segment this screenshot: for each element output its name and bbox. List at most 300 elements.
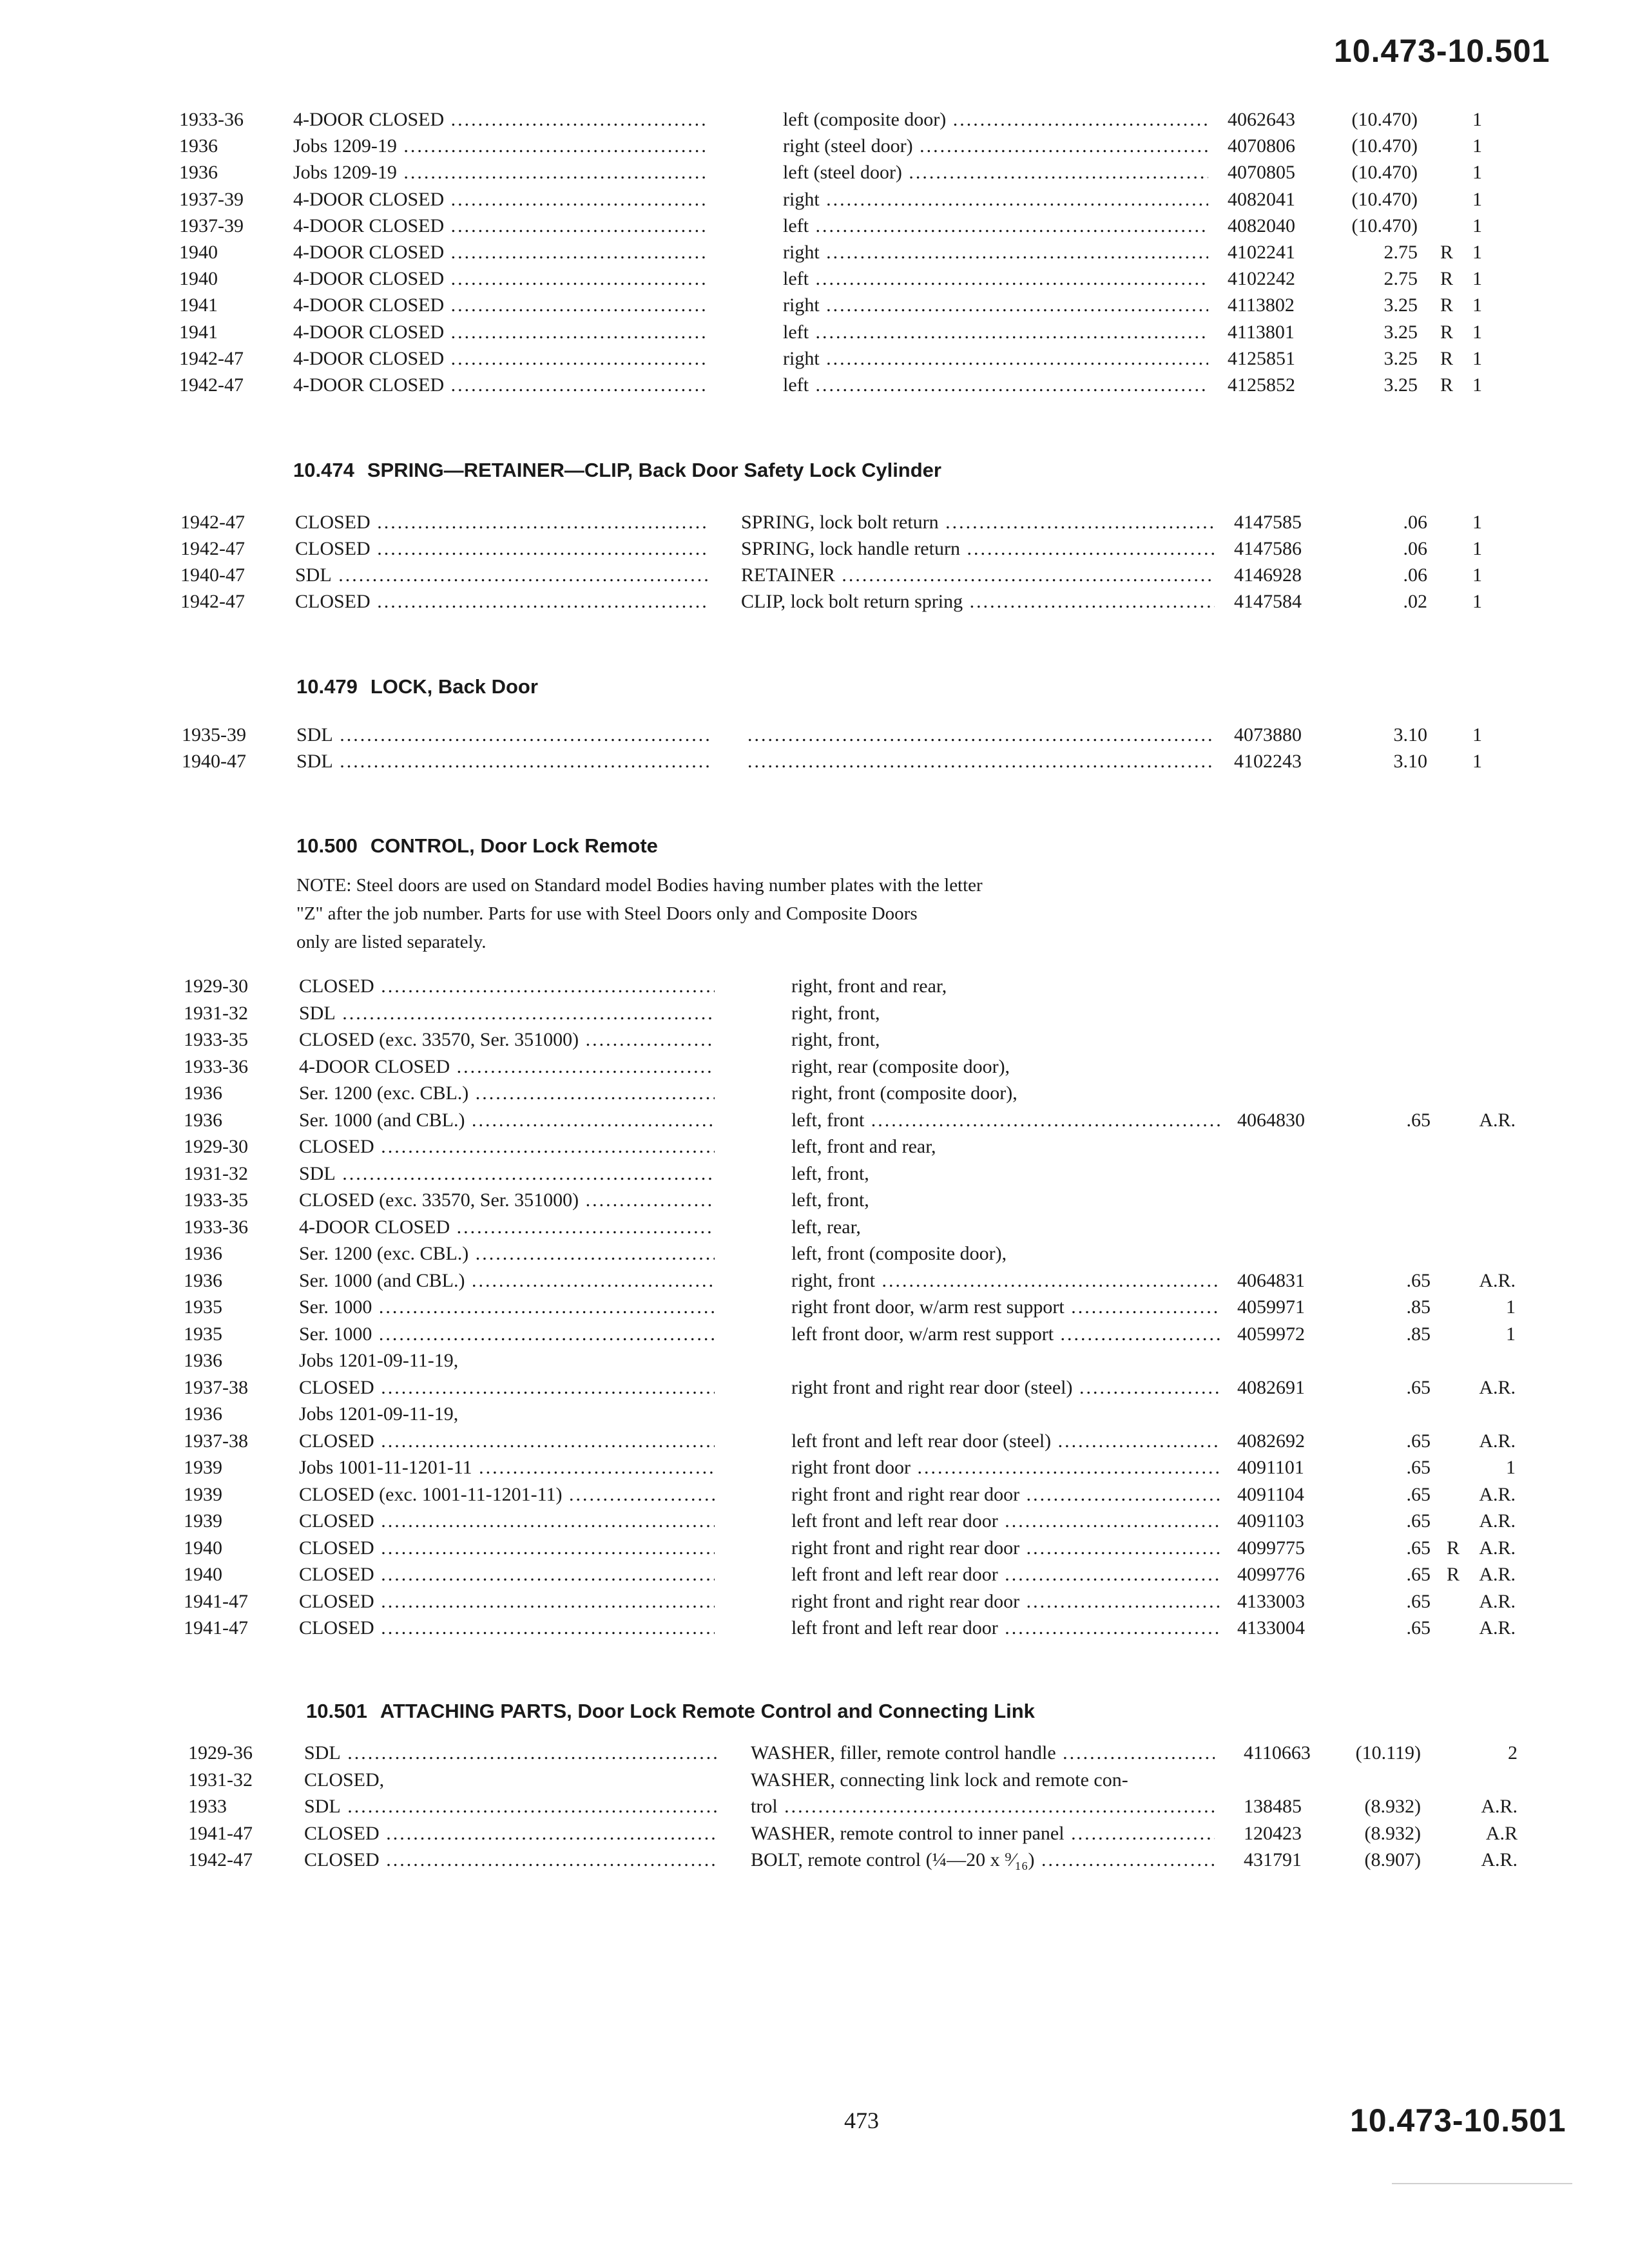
year-cell: 1940 [184, 1564, 222, 1585]
table-row [0, 1767, 1629, 1794]
year-cell: 1941 [179, 321, 218, 343]
description-cell: right (steel door) ..... [783, 133, 1208, 160]
year-cell: 1940 [184, 1537, 222, 1559]
description-cell: right front and right rear door ..... [791, 1535, 1220, 1562]
part-number-cell: 4113802 [1228, 294, 1295, 316]
description-cell: right front and right rear door ..... [791, 1481, 1220, 1508]
price-cell: (10.119) [1355, 1742, 1421, 1763]
part-number-cell: 120423 [1244, 1822, 1302, 1844]
quantity-cell: 1 [1472, 215, 1482, 236]
description-cell: SPRING, lock bolt return ..... [741, 509, 1215, 536]
part-number-cell: 4125851 [1228, 347, 1295, 369]
description-cell: left, front ..... [791, 1107, 1220, 1134]
quantity-cell: 1 [1472, 347, 1482, 369]
body-type-cell: Ser. 1000 ..... [299, 1294, 715, 1321]
body-type-cell: CLOSED (exc. 33570, Ser. 351000) ..... [299, 1187, 715, 1214]
year-cell: 1942-47 [180, 512, 245, 533]
table-row [0, 1615, 1629, 1642]
steel-door-note: NOTE: Steel doors are used on Standard model Bodies having number plates with the letter "Z" after the job number. Parts for use with Steel Doors only and Composite Doors only are listed separately. [296, 875, 983, 952]
year-cell: 1940-47 [180, 564, 245, 586]
year-cell: 1941 [179, 294, 218, 316]
body-type-cell: SDL ..... [296, 748, 709, 775]
year-cell: 1936 [184, 1082, 222, 1104]
body-type-cell: Ser. 1000 (and CBL.) ..... [299, 1267, 715, 1294]
part-number-cell: 4091101 [1237, 1457, 1304, 1478]
quantity-cell: A.R. [1479, 1109, 1516, 1131]
description-cell: right front door, w/arm rest support ..... [791, 1294, 1220, 1321]
body-type-cell: CLOSED ..... [299, 1508, 715, 1535]
table-row [0, 1588, 1629, 1615]
description-cell: WASHER, connecting link lock and remote con- [751, 1769, 1128, 1791]
table-row [0, 1160, 1629, 1187]
body-type-cell: CLOSED ..... [295, 535, 708, 562]
price-cell: 3.25 [1383, 321, 1418, 343]
year-cell: 1936 [184, 1243, 222, 1264]
description-cell: right, rear (composite door), [791, 1055, 1010, 1077]
price-cell: 3.25 [1383, 294, 1418, 316]
price-cell: (10.470) [1351, 215, 1418, 236]
body-type-cell: SDL ..... [295, 562, 708, 589]
quantity-cell: 1 [1472, 294, 1482, 316]
year-cell: 1937-38 [184, 1430, 248, 1452]
year-cell: 1939 [184, 1483, 222, 1505]
body-type-cell: 4-DOOR CLOSED ..... [293, 239, 706, 266]
year-cell: 1935 [184, 1323, 222, 1345]
section-heading: ATTACHING PARTS, Door Lock Remote Control and Connecting Link [380, 1700, 1035, 1722]
section-title-10474 [293, 459, 941, 482]
part-number-cell: 4059971 [1237, 1296, 1305, 1318]
section-number: 10.501 [306, 1700, 367, 1722]
description-cell: right, front (composite door), [791, 1082, 1017, 1104]
description-cell: right, front ..... [791, 1267, 1220, 1294]
year-cell: 1933-35 [184, 1189, 248, 1211]
description-cell: right, front, [791, 1002, 880, 1024]
description-cell: left ..... [783, 213, 1208, 240]
table-row [0, 1847, 1629, 1874]
revision-flag-cell: R [1447, 1537, 1460, 1559]
year-cell: 1942-47 [180, 538, 245, 559]
revision-flag-cell: R [1440, 294, 1454, 316]
price-cell: .65 [1406, 1537, 1431, 1559]
quantity-cell: A.R. [1481, 1796, 1518, 1817]
description-cell: right ..... [783, 186, 1208, 213]
year-cell: 1941-47 [188, 1822, 253, 1844]
price-cell: .65 [1406, 1564, 1431, 1585]
body-type-cell: CLOSED ..... [304, 1820, 717, 1847]
table-row [0, 1793, 1629, 1820]
table-row [0, 1240, 1629, 1267]
description-cell: trol ..... [751, 1793, 1215, 1820]
price-cell: .65 [1406, 1510, 1431, 1532]
part-number-cell: 4147584 [1234, 591, 1302, 612]
quantity-cell: 1 [1472, 188, 1482, 210]
part-number-cell: 4064830 [1237, 1109, 1305, 1131]
body-type-cell: CLOSED ..... [299, 1428, 715, 1455]
part-number-cell: 4082692 [1237, 1430, 1305, 1452]
body-type-cell: Jobs 1209-19 ..... [293, 159, 706, 186]
price-cell: (8.932) [1364, 1796, 1421, 1817]
price-cell: .65 [1406, 1457, 1431, 1478]
quantity-cell: A.R. [1479, 1537, 1516, 1559]
body-type-cell: CLOSED ..... [299, 1374, 715, 1401]
part-number-cell: 4102243 [1234, 751, 1302, 772]
page-range-footer: 10.473-10.501 [1350, 2102, 1566, 2138]
price-cell: .65 [1406, 1109, 1431, 1131]
year-cell: 1941-47 [184, 1617, 248, 1639]
body-type-cell: Jobs 1001-11-1201-11 ..... [299, 1454, 715, 1481]
year-cell: 1933-36 [184, 1216, 248, 1238]
body-type-cell: SDL ..... [299, 1000, 715, 1027]
table-row [0, 265, 1629, 293]
body-type-cell: CLOSED ..... [299, 973, 715, 1000]
year-cell: 1937-38 [184, 1376, 248, 1398]
price-cell: 3.10 [1393, 751, 1427, 772]
description-cell: left, front (composite door), [791, 1243, 1007, 1264]
part-number-cell: 4102241 [1228, 242, 1295, 263]
year-cell: 1936 [184, 1269, 222, 1291]
quantity-cell: 1 [1472, 135, 1482, 157]
table-row [0, 1347, 1629, 1374]
revision-flag-cell: R [1440, 347, 1454, 369]
body-type-cell: 4-DOOR CLOSED ..... [299, 1214, 715, 1241]
body-type-cell: SDL ..... [299, 1160, 715, 1187]
section-number: 10.479 [296, 675, 358, 698]
body-type-cell: CLOSED ..... [299, 1561, 715, 1588]
body-type-cell: CLOSED ..... [299, 1588, 715, 1615]
table-row [0, 1187, 1629, 1214]
quantity-cell: A.R. [1479, 1430, 1516, 1452]
part-number-cell: 431791 [1244, 1849, 1302, 1870]
table-row [0, 319, 1629, 346]
quantity-cell: 1 [1472, 321, 1482, 343]
quantity-cell: 1 [1472, 242, 1482, 263]
description-cell: WASHER, filler, remote control handle ..... [751, 1740, 1215, 1767]
year-cell: 1935-39 [182, 724, 246, 745]
body-type-cell: CLOSED ..... [299, 1615, 715, 1642]
part-number-cell: 4070806 [1228, 135, 1295, 157]
part-number-cell: 4147585 [1234, 512, 1302, 533]
part-number-cell: 138485 [1244, 1796, 1302, 1817]
table-row [0, 1740, 1629, 1767]
quantity-cell: 1 [1506, 1296, 1516, 1318]
quantity-cell: A.R. [1479, 1510, 1516, 1532]
year-cell: 1936 [184, 1109, 222, 1131]
part-number-cell: 4062643 [1228, 109, 1295, 130]
table-row [0, 509, 1629, 536]
table-row [0, 1321, 1629, 1348]
part-number-cell: 4133003 [1237, 1590, 1305, 1612]
description-cell: RETAINER ..... [741, 562, 1215, 589]
description-cell: right ..... [783, 292, 1208, 319]
quantity-cell: 1 [1472, 162, 1482, 184]
price-cell: (10.470) [1351, 162, 1418, 184]
table-row [0, 239, 1629, 266]
table-row [0, 345, 1629, 372]
year-cell: 1942-47 [179, 374, 244, 396]
body-type-cell: Ser. 1200 (exc. CBL.) ..... [299, 1240, 715, 1267]
body-type-cell: Jobs 1201-09-11-19, [299, 1350, 459, 1371]
year-cell: 1942-47 [179, 347, 244, 369]
table-row [0, 1294, 1629, 1321]
year-cell: 1933 [188, 1796, 227, 1817]
table-row [0, 186, 1629, 213]
year-cell: 1933-35 [184, 1029, 248, 1050]
price-cell: 2.75 [1383, 268, 1418, 290]
part-number-cell: 4147586 [1234, 538, 1302, 559]
description-cell: BOLT, remote control (¼—20 x ⁹⁄₁₆) ..... [751, 1847, 1215, 1874]
table-row [0, 1481, 1629, 1508]
body-type-cell: Jobs 1209-19 ..... [293, 133, 706, 160]
part-number-cell: 4099775 [1237, 1537, 1305, 1559]
year-cell: 1942-47 [180, 591, 245, 612]
price-cell: (8.907) [1364, 1849, 1421, 1870]
quantity-cell: 1 [1472, 564, 1482, 586]
year-cell: 1936 [184, 1403, 222, 1425]
body-type-cell: 4-DOOR CLOSED ..... [293, 345, 706, 372]
page-number: 473 [844, 2108, 879, 2133]
year-cell: 1931-32 [184, 1162, 248, 1184]
price-cell: .06 [1403, 512, 1427, 533]
table-row [0, 1428, 1629, 1455]
scan-artifact [1392, 2183, 1572, 2184]
table-row [0, 1080, 1629, 1107]
description-cell: left front and left rear door ..... [791, 1508, 1220, 1535]
year-cell: 1942-47 [188, 1849, 253, 1870]
part-number-cell: 4099776 [1237, 1564, 1305, 1585]
description-cell: left (steel door) ..... [783, 159, 1208, 186]
section-title-10500 [296, 834, 658, 858]
year-cell: 1929-30 [184, 975, 248, 997]
body-type-cell: CLOSED, [304, 1769, 385, 1791]
description-cell: right, front and rear, [791, 975, 947, 997]
table-row [0, 588, 1629, 615]
part-number-cell: 4064831 [1237, 1269, 1305, 1291]
body-type-cell: 4-DOOR CLOSED ..... [299, 1053, 715, 1081]
quantity-cell: 1 [1472, 374, 1482, 396]
revision-flag-cell: R [1440, 374, 1454, 396]
description-cell [747, 748, 1215, 775]
description-cell: left (composite door) ..... [783, 106, 1208, 133]
quantity-cell: 1 [1472, 512, 1482, 533]
description-cell [747, 722, 1215, 749]
year-cell: 1936 [179, 135, 218, 157]
body-type-cell: Ser. 1000 ..... [299, 1321, 715, 1348]
revision-flag-cell: R [1440, 242, 1454, 263]
section-heading: CONTROL, Door Lock Remote [370, 834, 658, 857]
price-cell: .65 [1406, 1376, 1431, 1398]
quantity-cell: A.R. [1479, 1590, 1516, 1612]
body-type-cell: CLOSED ..... [299, 1133, 715, 1160]
quantity-cell: 1 [1506, 1457, 1516, 1478]
description-cell: left, front and rear, [791, 1136, 936, 1157]
year-cell: 1937-39 [179, 188, 244, 210]
part-number-cell: 4082040 [1228, 215, 1295, 236]
table-row [0, 106, 1629, 133]
quantity-cell: 1 [1472, 109, 1482, 130]
description-cell: left, front, [791, 1189, 869, 1211]
description-cell: left ..... [783, 319, 1208, 346]
price-cell: 2.75 [1383, 242, 1418, 263]
year-cell: 1939 [184, 1510, 222, 1532]
description-cell: right ..... [783, 345, 1208, 372]
description-cell: left front door, w/arm rest support ..... [791, 1321, 1220, 1348]
quantity-cell: 1 [1472, 538, 1482, 559]
body-type-cell: 4-DOOR CLOSED ..... [293, 106, 706, 133]
table-row [0, 1107, 1629, 1134]
table-row [0, 1000, 1629, 1027]
quantity-cell: 1 [1472, 591, 1482, 612]
body-type-cell: CLOSED ..... [299, 1535, 715, 1562]
table-row [0, 535, 1629, 562]
description-cell: right ..... [783, 239, 1208, 266]
price-cell: .06 [1403, 564, 1427, 586]
table-row [0, 133, 1629, 160]
table-row [0, 1267, 1629, 1294]
part-number-cell: 4073880 [1234, 724, 1302, 745]
table-row [0, 1561, 1629, 1588]
year-cell: 1929-36 [188, 1742, 253, 1763]
description-cell: left ..... [783, 372, 1208, 399]
quantity-cell: A.R. [1479, 1617, 1516, 1639]
body-type-cell: 4-DOOR CLOSED ..... [293, 372, 706, 399]
price-cell: .65 [1406, 1269, 1431, 1291]
table-row [0, 562, 1629, 589]
revision-flag-cell: R [1440, 268, 1454, 290]
part-number-cell: 4059972 [1237, 1323, 1305, 1345]
description-cell: left, rear, [791, 1216, 861, 1238]
part-number-cell: 4070805 [1228, 162, 1295, 184]
section-number: 10.500 [296, 834, 358, 857]
quantity-cell: 1 [1472, 268, 1482, 290]
price-cell: (10.470) [1351, 135, 1418, 157]
price-cell: .65 [1406, 1483, 1431, 1505]
description-cell: left ..... [783, 265, 1208, 293]
quantity-cell: 1 [1472, 724, 1482, 745]
price-cell: .85 [1406, 1323, 1431, 1345]
description-cell: left front and left rear door ..... [791, 1615, 1220, 1642]
description-cell: left front and left rear door ..... [791, 1561, 1220, 1588]
table-row [0, 159, 1629, 186]
description-cell: right front and right rear door (steel) ..... [791, 1374, 1220, 1401]
body-type-cell: 4-DOOR CLOSED ..... [293, 292, 706, 319]
year-cell: 1931-32 [188, 1769, 253, 1791]
table-row [0, 1214, 1629, 1241]
description-cell: left front and left rear door (steel) ..... [791, 1428, 1220, 1455]
table-row [0, 1454, 1629, 1481]
year-cell: 1933-36 [179, 109, 244, 130]
year-cell: 1939 [184, 1457, 222, 1478]
quantity-cell: 1 [1472, 751, 1482, 772]
description-cell: left, front, [791, 1162, 869, 1184]
price-cell: .06 [1403, 538, 1427, 559]
table-row [0, 1535, 1629, 1562]
quantity-cell: A.R. [1481, 1849, 1518, 1870]
body-type-cell: 4-DOOR CLOSED ..... [293, 186, 706, 213]
quantity-cell: A.R. [1479, 1564, 1516, 1585]
year-cell: 1936 [184, 1350, 222, 1371]
part-number-cell: 4102242 [1228, 268, 1295, 290]
part-number-cell: 4110663 [1244, 1742, 1311, 1763]
quantity-cell: A.R. [1479, 1376, 1516, 1398]
table-row [0, 973, 1629, 1000]
year-cell: 1937-39 [179, 215, 244, 236]
section-number: 10.474 [293, 459, 354, 481]
body-type-cell: SDL ..... [296, 722, 709, 749]
part-number-cell: 4133004 [1237, 1617, 1305, 1639]
year-cell: 1940-47 [182, 751, 246, 772]
body-type-cell: 4-DOOR CLOSED ..... [293, 319, 706, 346]
part-number-cell: 4082041 [1228, 188, 1295, 210]
quantity-cell: A.R [1485, 1822, 1518, 1844]
description-cell: right, front, [791, 1029, 880, 1050]
section-title-10501 [306, 1700, 1035, 1723]
body-type-cell: CLOSED ..... [295, 509, 708, 536]
year-cell: 1933-36 [184, 1055, 248, 1077]
price-cell: 3.25 [1383, 374, 1418, 396]
table-row [0, 213, 1629, 240]
part-number-cell: 4125852 [1228, 374, 1295, 396]
part-number-cell: 4091103 [1237, 1510, 1304, 1532]
part-number-cell: 4146928 [1234, 564, 1302, 586]
table-row [0, 1133, 1629, 1160]
revision-flag-cell: R [1440, 321, 1454, 343]
year-cell: 1936 [179, 162, 218, 184]
part-number-cell: 4091104 [1237, 1483, 1304, 1505]
description-cell: right front and right rear door ..... [791, 1588, 1220, 1615]
year-cell: 1941-47 [184, 1590, 248, 1612]
table-row [0, 748, 1629, 775]
price-cell: (8.932) [1364, 1822, 1421, 1844]
body-type-cell: SDL ..... [304, 1793, 717, 1820]
table-row [0, 372, 1629, 399]
description-cell: SPRING, lock handle return ..... [741, 535, 1215, 562]
price-cell: 3.25 [1383, 347, 1418, 369]
body-type-cell: 4-DOOR CLOSED ..... [293, 213, 706, 240]
year-cell: 1940 [179, 242, 218, 263]
table-row [0, 292, 1629, 319]
body-type-cell: Ser. 1000 (and CBL.) ..... [299, 1107, 715, 1134]
body-type-cell: CLOSED ..... [304, 1847, 717, 1874]
year-cell: 1935 [184, 1296, 222, 1318]
body-type-cell: Ser. 1200 (exc. CBL.) ..... [299, 1080, 715, 1107]
table-row [0, 1820, 1629, 1847]
quantity-cell: 1 [1506, 1323, 1516, 1345]
price-cell: .65 [1406, 1617, 1431, 1639]
part-number-cell: 4082691 [1237, 1376, 1305, 1398]
description-cell: right front door ..... [791, 1454, 1220, 1481]
body-type-cell: CLOSED (exc. 33570, Ser. 351000) ..... [299, 1026, 715, 1053]
page-range-header: 10.473-10.501 [1334, 33, 1550, 69]
body-type-cell: CLOSED (exc. 1001-11-1201-11) ..... [299, 1481, 715, 1508]
price-cell: .65 [1406, 1430, 1431, 1452]
quantity-cell: A.R. [1479, 1483, 1516, 1505]
table-row [0, 722, 1629, 749]
section-title-10479 [296, 675, 538, 698]
table-row [0, 1401, 1629, 1428]
body-type-cell: SDL ..... [304, 1740, 717, 1767]
table-row [0, 1026, 1629, 1053]
revision-flag-cell: R [1447, 1564, 1460, 1585]
description-cell: CLIP, lock bolt return spring ..... [741, 588, 1215, 615]
table-row [0, 1374, 1629, 1401]
section-heading: SPRING—RETAINER—CLIP, Back Door Safety Lock Cylinder [367, 459, 941, 481]
price-cell: 3.10 [1393, 724, 1427, 745]
quantity-cell: A.R. [1479, 1269, 1516, 1291]
description-cell: WASHER, remote control to inner panel ..... [751, 1820, 1215, 1847]
body-type-cell: CLOSED ..... [295, 588, 708, 615]
price-cell: (10.470) [1351, 188, 1418, 210]
quantity-cell: 2 [1508, 1742, 1518, 1763]
